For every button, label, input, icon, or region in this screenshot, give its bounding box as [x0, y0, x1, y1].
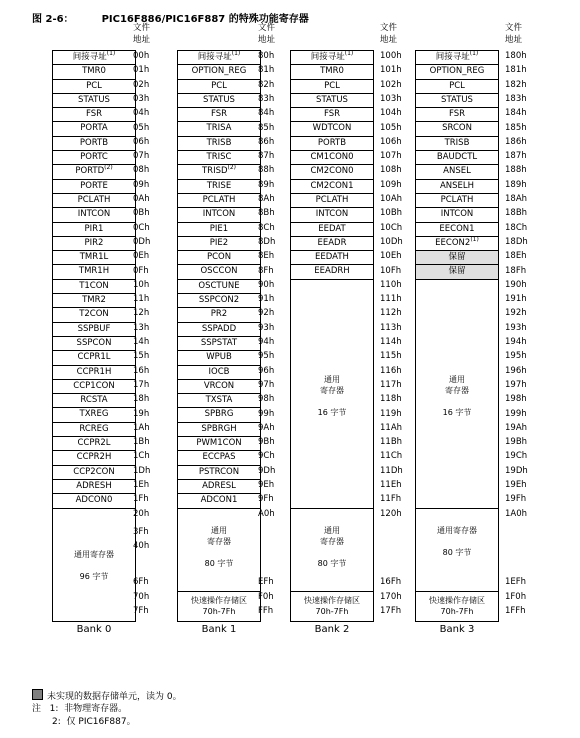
register-cell: FSR — [416, 108, 498, 122]
register-cell: RCREG — [53, 423, 135, 437]
register-cell: TRISB — [178, 137, 260, 151]
register-cell: TRISA — [178, 122, 260, 136]
address-label: 18Fh — [505, 265, 527, 276]
register-cell: PCLATH — [53, 194, 135, 208]
register-cell: TRISB — [416, 137, 498, 151]
register-cell: SSPADD — [178, 323, 260, 337]
address-label: 0Eh — [133, 251, 150, 262]
register-cell: 间接寻址$^{(1)}$ — [53, 51, 135, 65]
bank-label: Bank 1 — [201, 624, 237, 635]
address-label: 12h — [133, 308, 150, 319]
address-label: 40h — [133, 540, 150, 551]
register-cell: ANSEL — [416, 165, 498, 179]
register-cell: CM2CON1 — [291, 180, 373, 194]
address-label: 1A0h — [505, 508, 528, 519]
address-label: 09h — [133, 179, 150, 190]
register-cell: 保留 — [416, 251, 498, 265]
address-label: 6Fh — [133, 577, 149, 587]
legend — [32, 689, 182, 704]
address-label: 111h — [380, 294, 402, 305]
register-cell: IOCB — [178, 366, 260, 380]
address-label: 9Fh — [258, 494, 274, 505]
notes — [32, 703, 136, 729]
note-1-num: 1: — [49, 704, 59, 714]
address-label: 13h — [133, 322, 150, 333]
address-label: 20h — [133, 508, 150, 519]
register-cell: OSCCON — [178, 265, 260, 279]
address-label: 99h — [258, 408, 275, 419]
address-label: 8Fh — [258, 265, 274, 276]
address-label: 107h — [380, 151, 402, 162]
register-cell: TMR2 — [53, 294, 135, 308]
register-cell: ADRESL — [178, 480, 260, 494]
address-label: 184h — [505, 108, 527, 119]
address-label: 18Ch — [505, 222, 528, 233]
address-header: 文件 地址 — [505, 23, 523, 45]
register-cell: TXREG — [53, 408, 135, 422]
address-label: 85h — [258, 122, 275, 133]
address-label: 104h — [380, 108, 402, 119]
address-label: 3Fh — [133, 526, 149, 537]
register-cell: CCPR2L — [53, 437, 135, 451]
address-label: 11Fh — [380, 494, 402, 505]
register-cell: 保留 — [416, 265, 498, 279]
access-bank-block: 快速操作存储区 70h-7Fh — [178, 591, 260, 621]
address-label: 07h — [133, 151, 150, 162]
address-label: 80h — [258, 51, 275, 61]
access-bank-block: 快速操作存储区 70h-7Fh — [416, 591, 498, 621]
address-label: 118h — [380, 394, 402, 405]
address-label: 96h — [258, 365, 275, 376]
register-cell: PCL — [416, 80, 498, 94]
register-cell: PORTD$^{(2)}$ — [53, 165, 135, 179]
address-label: 1F0h — [505, 592, 527, 602]
address-label: 100h — [380, 51, 402, 61]
address-label: 05h — [133, 122, 150, 133]
register-cell: ADRESH — [53, 480, 135, 494]
address-label: FFh — [258, 606, 274, 616]
register-cell: PORTB — [53, 137, 135, 151]
gpr-16-block: 通用 寄存器 16 字节 — [291, 280, 373, 509]
address-label: 01h — [133, 65, 150, 76]
address-label: 197h — [505, 379, 527, 390]
register-cell: SPBRGH — [178, 423, 260, 437]
address-label: 0Dh — [133, 236, 151, 247]
register-cell: STATUS — [178, 94, 260, 108]
register-cell: INTCON — [416, 208, 498, 222]
address-label: 91h — [258, 294, 275, 305]
address-label: 92h — [258, 308, 275, 319]
register-cell: WDTCON — [291, 122, 373, 136]
address-label: 9Ah — [258, 422, 275, 433]
bank-label: Bank 2 — [314, 624, 350, 635]
register-cell: PCLATH — [291, 194, 373, 208]
register-cell: CM2CON0 — [291, 165, 373, 179]
address-label: 8Bh — [258, 208, 275, 219]
address-label: 02h — [133, 79, 150, 90]
address-label: 11Eh — [380, 480, 402, 490]
register-cell: 间接寻址$^{(1)}$ — [178, 51, 260, 65]
address-label: 10h — [133, 279, 150, 290]
register-cell: FSR — [178, 108, 260, 122]
address-header: 文件 地址 — [380, 23, 398, 45]
gpr-16-block: 通用 寄存器 16 字节 — [416, 280, 498, 509]
address-label: 186h — [505, 136, 527, 147]
address-label: 170h — [380, 592, 402, 602]
address-label: 98h — [258, 394, 275, 405]
register-cell: 间接寻址$^{(1)}$ — [416, 51, 498, 65]
register-cell: EEADR — [291, 237, 373, 251]
gpr-block: 通用寄存器 96 字节 — [74, 549, 114, 581]
address-label: 117h — [380, 379, 402, 390]
gpr-block: 通用寄存器 80 字节 — [437, 525, 477, 557]
register-cell: SSPCON — [53, 337, 135, 351]
register-cell: TMR0 — [53, 65, 135, 79]
address-label: 15h — [133, 351, 150, 362]
address-label: 1FFh — [505, 606, 526, 616]
address-label: 0Ch — [133, 222, 150, 233]
address-label: 106h — [380, 136, 402, 147]
address-label: 9Dh — [258, 465, 276, 476]
address-label: 1Dh — [133, 465, 151, 476]
address-label: 83h — [258, 93, 275, 104]
address-label: 109h — [380, 179, 402, 190]
address-label: 10Ah — [380, 194, 403, 204]
address-label: 18h — [133, 394, 150, 405]
register-cell: TMR0 — [291, 65, 373, 79]
register-cell: TMR1H — [53, 265, 135, 279]
register-cell: VRCON — [178, 380, 260, 394]
address-label: F0h — [258, 592, 274, 602]
bank-column-1 — [177, 50, 261, 622]
address-label: 194h — [505, 337, 527, 347]
address-label: 0Ah — [133, 194, 150, 204]
register-cell: PCL — [178, 80, 260, 94]
register-cell: PORTB — [291, 137, 373, 151]
address-label: 88h — [258, 165, 275, 176]
address-label: 192h — [505, 308, 527, 319]
register-cell: OSCTUNE — [178, 280, 260, 294]
address-label: 11Bh — [380, 437, 403, 448]
address-label: 110h — [380, 279, 402, 290]
unimplemented-swatch — [32, 689, 43, 700]
address-label: 16Fh — [380, 577, 402, 587]
address-label: 199h — [505, 408, 527, 419]
address-label: 19Eh — [505, 480, 527, 490]
bank-label: Bank 3 — [439, 624, 475, 635]
bank-column-3 — [415, 50, 499, 622]
address-label: 89h — [258, 179, 275, 190]
address-label: 8Ch — [258, 222, 275, 233]
register-cell: RCSTA — [53, 394, 135, 408]
address-label: 19h — [133, 408, 150, 419]
address-label: 113h — [380, 322, 402, 333]
register-cell: BAUDCTL — [416, 151, 498, 165]
register-cell: ANSELH — [416, 180, 498, 194]
register-cell: INTCON — [178, 208, 260, 222]
register-cell: CCPR1H — [53, 366, 135, 380]
address-label: 189h — [505, 179, 527, 190]
address-label: 1Fh — [133, 494, 149, 505]
address-label: 06h — [133, 136, 150, 147]
register-cell: OPTION_REG — [178, 65, 260, 79]
register-cell: SSPBUF — [53, 323, 135, 337]
address-label: 16h — [133, 365, 150, 376]
address-label: 196h — [505, 365, 527, 376]
figure-label: 图 2-6： — [32, 14, 74, 25]
register-cell: TRISC — [178, 151, 260, 165]
address-label: 19Dh — [505, 465, 528, 476]
address-label: 86h — [258, 136, 275, 147]
register-cell: T1CON — [53, 280, 135, 294]
address-label: 103h — [380, 93, 402, 104]
register-cell: SSPCON2 — [178, 294, 260, 308]
register-cell: EECON2$^{(1)}$ — [416, 237, 498, 251]
address-label: 101h — [380, 65, 402, 76]
bank-column-2 — [290, 50, 374, 622]
address-label: 81h — [258, 65, 275, 76]
address-label: 182h — [505, 79, 527, 90]
address-label: 11Dh — [380, 465, 403, 476]
register-cell: PSTRCON — [178, 466, 260, 480]
address-label: 03h — [133, 93, 150, 104]
address-label: 181h — [505, 65, 527, 76]
register-cell: TRISE — [178, 180, 260, 194]
register-cell: PCLATH — [178, 194, 260, 208]
address-label: 9Eh — [258, 480, 275, 490]
address-label: 19Bh — [505, 437, 528, 448]
address-label: 18Eh — [505, 251, 527, 262]
register-cell: EEADRH — [291, 265, 373, 279]
register-cell: TMR1L — [53, 251, 135, 265]
register-cell: STATUS — [416, 94, 498, 108]
register-cell: ADCON0 — [53, 494, 135, 508]
address-label: 108h — [380, 165, 402, 176]
address-label: 93h — [258, 322, 275, 333]
address-label: 10Fh — [380, 265, 402, 276]
access-bank-block — [53, 591, 135, 621]
address-label: EFh — [258, 577, 274, 587]
register-cell: TRISD$^{(2)}$ — [178, 165, 260, 179]
address-label: 1Ch — [133, 451, 150, 462]
address-label: 7Fh — [133, 606, 149, 616]
address-label: 183h — [505, 93, 527, 104]
address-label: 1Bh — [133, 437, 150, 448]
address-label: 10Eh — [380, 251, 402, 262]
legend-text: 未实现的数据存储单元，读为 0。 — [47, 692, 182, 702]
address-label: 08h — [133, 165, 150, 176]
register-cell: PORTA — [53, 122, 135, 136]
address-label: 115h — [380, 351, 402, 362]
address-header: 文件 地址 — [258, 23, 276, 45]
address-label: 185h — [505, 122, 527, 133]
register-cell: WPUB — [178, 351, 260, 365]
register-cell: ADCON1 — [178, 494, 260, 508]
note-1-text: 非物理寄存器。 — [64, 704, 128, 714]
address-label: 17h — [133, 379, 150, 390]
address-label: 1Eh — [133, 480, 150, 490]
register-cell: T2CON — [53, 308, 135, 322]
address-label: 18Ah — [505, 194, 528, 204]
register-cell: INTCON — [53, 208, 135, 222]
note-2-num: 2: — [52, 717, 61, 727]
register-cell: TXSTA — [178, 394, 260, 408]
note-2-text: 仅 PIC16F887。 — [66, 717, 136, 727]
register-cell: PIR2 — [53, 237, 135, 251]
address-label: 114h — [380, 337, 402, 347]
register-cell: EEDAT — [291, 223, 373, 237]
register-cell: PCLATH — [416, 194, 498, 208]
address-label: 105h — [380, 122, 402, 133]
register-cell: SRCON — [416, 122, 498, 136]
address-label: 82h — [258, 79, 275, 90]
address-label: 18Dh — [505, 236, 528, 247]
address-label: 195h — [505, 351, 527, 362]
address-label: 8Ah — [258, 194, 275, 204]
address-label: 9Ch — [258, 451, 275, 462]
bank-column-0 — [52, 50, 136, 622]
address-label: 180h — [505, 51, 527, 61]
register-cell: CM1CON0 — [291, 151, 373, 165]
address-label: 191h — [505, 294, 527, 305]
address-label: 18Bh — [505, 208, 528, 219]
address-label: 0Fh — [133, 265, 149, 276]
address-label: 120h — [380, 508, 402, 519]
address-label: 19Ch — [505, 451, 528, 462]
address-label: 11Ah — [380, 422, 403, 433]
address-label: 112h — [380, 308, 402, 319]
address-label: 10Ch — [380, 222, 403, 233]
register-cell: ECCPAS — [178, 451, 260, 465]
register-cell: OPTION_REG — [416, 65, 498, 79]
address-label: A0h — [258, 508, 275, 519]
gpr-block: 通用 寄存器 80 字节 — [317, 525, 347, 568]
address-label: 119h — [380, 408, 402, 419]
register-cell: CCPR2H — [53, 451, 135, 465]
address-label: 8Eh — [258, 251, 275, 262]
address-label: 198h — [505, 394, 527, 405]
address-label: 10Dh — [380, 236, 403, 247]
gpr-block: 通用 寄存器 80 字节 — [204, 525, 234, 568]
address-label: 17Fh — [380, 606, 402, 616]
address-label: 84h — [258, 108, 275, 119]
bank-label: Bank 0 — [76, 624, 112, 635]
register-cell: INTCON — [291, 208, 373, 222]
figure-title-text: PIC16F886/PIC16F887 的特殊功能寄存器 — [101, 14, 309, 25]
address-label: 97h — [258, 379, 275, 390]
address-label: 95h — [258, 351, 275, 362]
address-label: 9Bh — [258, 437, 275, 448]
address-label: 193h — [505, 322, 527, 333]
register-cell: CCPR1L — [53, 351, 135, 365]
address-label: 102h — [380, 79, 402, 90]
register-cell: FSR — [53, 108, 135, 122]
register-cell: EEDATH — [291, 251, 373, 265]
register-cell: PCL — [291, 80, 373, 94]
register-cell: STATUS — [53, 94, 135, 108]
register-cell: PORTC — [53, 151, 135, 165]
address-label: 19Fh — [505, 494, 527, 505]
address-label: 04h — [133, 108, 150, 119]
address-label: 8Dh — [258, 236, 276, 247]
address-label: 14h — [133, 337, 150, 347]
register-cell: PR2 — [178, 308, 260, 322]
register-cell: PIR1 — [53, 223, 135, 237]
address-label: 00h — [133, 51, 150, 61]
address-label: 0Bh — [133, 208, 150, 219]
address-label: 19Ah — [505, 422, 528, 433]
notes-label: 注 — [32, 704, 42, 714]
register-cell: 间接寻址$^{(1)}$ — [291, 51, 373, 65]
address-label: 1EFh — [505, 577, 527, 587]
address-label: 116h — [380, 365, 402, 376]
register-cell: PORTE — [53, 180, 135, 194]
address-label: 190h — [505, 279, 527, 290]
address-label: 94h — [258, 337, 275, 347]
address-label: 187h — [505, 151, 527, 162]
register-cell: PIE1 — [178, 223, 260, 237]
register-cell: CCP2CON — [53, 466, 135, 480]
address-label: 1Ah — [133, 422, 150, 433]
register-cell: PIE2 — [178, 237, 260, 251]
register-cell: PWM1CON — [178, 437, 260, 451]
address-label: 87h — [258, 151, 275, 162]
register-cell: PCON — [178, 251, 260, 265]
address-label: 70h — [133, 592, 150, 602]
access-bank-block: 快速操作存储区 70h-7Fh — [291, 591, 373, 621]
register-cell: SPBRG — [178, 408, 260, 422]
address-label: 90h — [258, 279, 275, 290]
address-header: 文件 地址 — [133, 23, 151, 45]
register-cell: CCP1CON — [53, 380, 135, 394]
address-label: 11Ch — [380, 451, 403, 462]
register-cell: FSR — [291, 108, 373, 122]
register-cell: STATUS — [291, 94, 373, 108]
register-cell: EECON1 — [416, 223, 498, 237]
address-label: 11h — [133, 294, 150, 305]
register-cell: PCL — [53, 80, 135, 94]
address-label: 10Bh — [380, 208, 403, 219]
address-label: 188h — [505, 165, 527, 176]
register-cell: SSPSTAT — [178, 337, 260, 351]
